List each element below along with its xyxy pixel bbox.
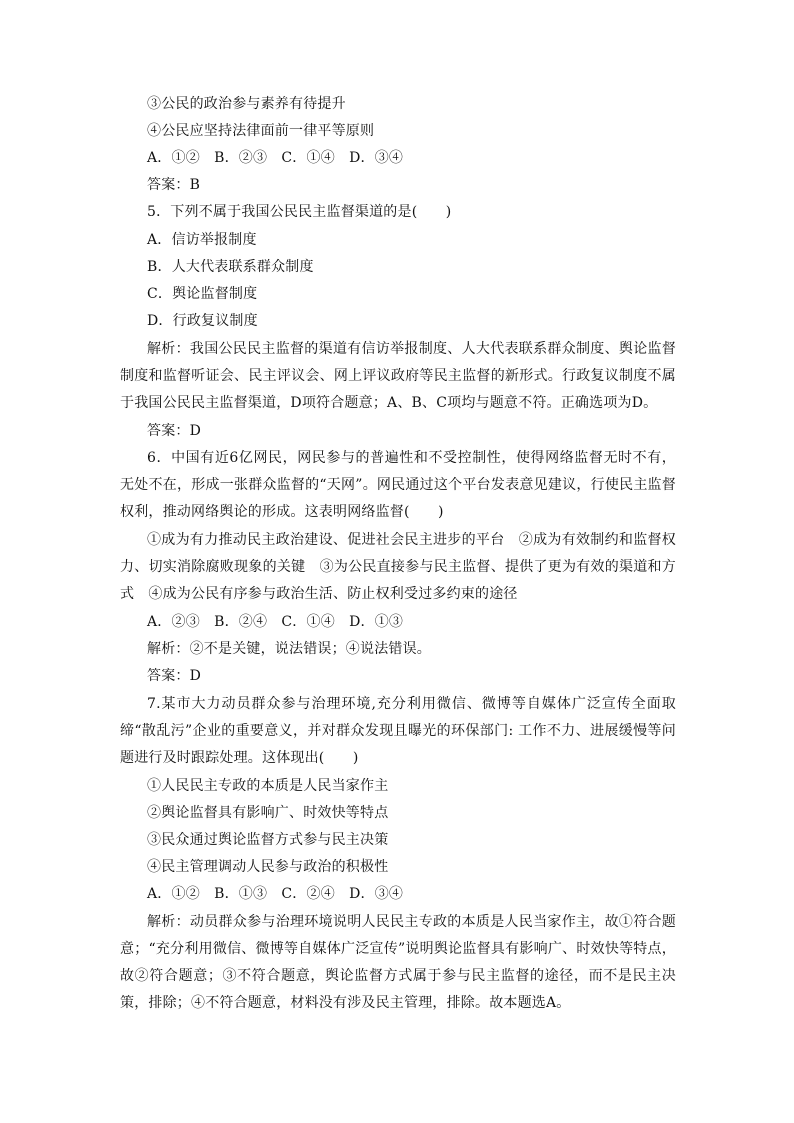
q5-option-b: B．人大代表联系群众制度 — [147, 259, 314, 275]
q7-stem: 7.某市大力动员群众参与治理环境,充分利用微信、微博等自媒体广泛宣传全面取缔“散乱污”企业的重要意义，并对群众发现且曝光的环保部门: 工作不力、进展缓慢等问题进行及时跟踪处理。这体现出( ) — [120, 696, 676, 766]
q5-answer: 答案：D — [147, 423, 202, 439]
q6-answer: 答案：D — [147, 668, 202, 684]
q7-choices: A．①② B．①③ C．②④ D．③④ — [147, 886, 404, 902]
q6-analysis: 解析：②不是关键，说法错误；④说法错误。 — [147, 641, 431, 657]
q7-analysis: 解析：动员群众参与治理环境说明人民民主专政的本质是人民当家作主，故①符合题意；“充分利用微信、微博等自媒体广泛宣传”说明舆论监督具有影响广、时效快等特点，故②符合题意；③不符合题意，舆论监督方式属于参与民主监督的途径，而不是民主决策，排除；④不符合题意，材料没有涉及民主管理，排除。故本题选A。 — [120, 914, 676, 1011]
q6-choices: A．②③ B．②④ C．①④ D．①③ — [147, 614, 404, 630]
q4-option-3: ③公民的政治参与素养有待提升 — [147, 96, 346, 112]
q5-option-d: D．行政复议制度 — [147, 313, 258, 329]
q6-stem: 6．中国有近6亿网民，网民参与的普遍性和不受控制性，使得网络监督无时不有，无处不在，形成一张群众监督的“天网”。网民通过这个平台发表意见建议，行使民主监督权利，推动网络舆论的形成。这表明网络监督( ) — [120, 450, 676, 520]
q5-option-a: A．信访举报制度 — [147, 232, 257, 248]
q4-option-4: ④公民应坚持法律面前一律平等原则 — [147, 123, 375, 139]
q4-choices: A．①② B．②③ C．①④ D．③④ — [147, 150, 404, 166]
q4-answer: 答案：B — [147, 177, 201, 193]
q5-analysis: 解析：我国公民民主监督的渠道有信访举报制度、人大代表联系群众制度、舆论监督制度和监督听证会、民主评议会、网上评议政府等民主监督的新形式。行政复议制度不属于我国公民民主监督渠道，D项符合题意；A、B、C项均与题意不符。正确选项为D。 — [120, 341, 676, 411]
q6-options: ①成为有力推动民主政治建设、促进社会民主进步的平台 ②成为有效制约和监督权力、切实消除腐败现象的关键 ③为公民直接参与民主监督、提供了更为有效的渠道和方式 ④成为公民有序参与政治生活、防止权利受过多约束的途径 — [120, 532, 676, 602]
q7-option-1: ①人民民主专政的本质是人民当家作主 — [147, 778, 389, 794]
q7-option-2: ②舆论监督具有影响广、时效快等特点 — [147, 805, 389, 821]
q7-option-4: ④民主管理调动人民参与政治的积极性 — [147, 859, 389, 875]
q7-option-3: ③民众通过舆论监督方式参与民主决策 — [147, 832, 389, 848]
q5-option-c: C．舆论监督制度 — [147, 286, 258, 302]
q5-stem: 5．下列不属于我国公民民主监督渠道的是( ) — [147, 204, 452, 220]
